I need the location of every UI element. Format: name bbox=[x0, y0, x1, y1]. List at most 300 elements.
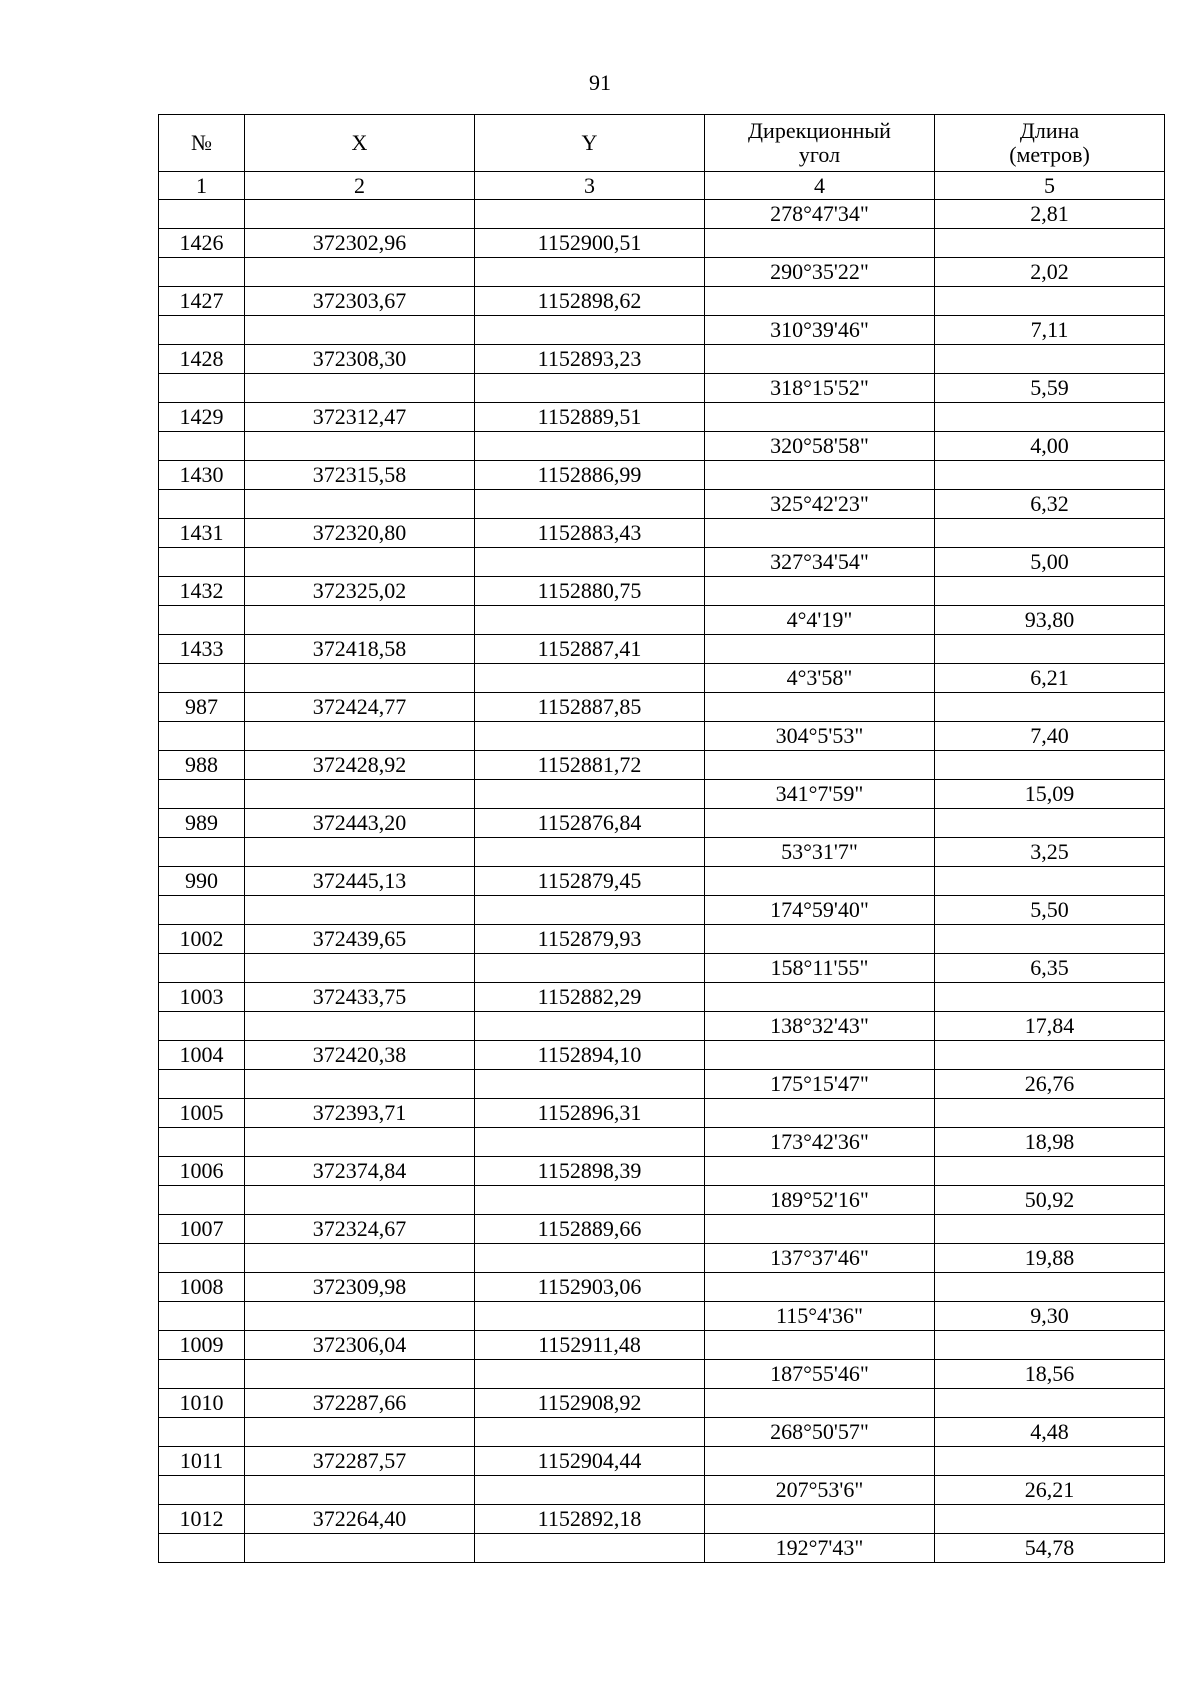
cell-x bbox=[245, 548, 475, 577]
cell-length: 6,35 bbox=[935, 954, 1165, 983]
cell-x bbox=[245, 1186, 475, 1215]
cell-num: 1010 bbox=[159, 1389, 245, 1418]
cell-x bbox=[245, 1070, 475, 1099]
cell-y bbox=[475, 490, 705, 519]
cell-num bbox=[159, 1186, 245, 1215]
cell-num bbox=[159, 664, 245, 693]
table-row bbox=[159, 751, 1165, 780]
table-row bbox=[159, 287, 1165, 316]
table-row bbox=[159, 461, 1165, 490]
cell-y bbox=[475, 664, 705, 693]
cell-num bbox=[159, 954, 245, 983]
cell-y: 1152893,23 bbox=[475, 345, 705, 374]
cell-x bbox=[245, 1418, 475, 1447]
cell-y bbox=[475, 1360, 705, 1389]
cell-num: 1426 bbox=[159, 229, 245, 258]
cell-x: 372445,13 bbox=[245, 867, 475, 896]
cell-length bbox=[935, 1157, 1165, 1186]
cell-angle bbox=[705, 1215, 935, 1244]
cell-length bbox=[935, 867, 1165, 896]
cell-angle bbox=[705, 751, 935, 780]
cell-angle bbox=[705, 345, 935, 374]
table-row bbox=[159, 316, 1165, 345]
cell-angle bbox=[705, 1273, 935, 1302]
cell-angle bbox=[705, 1041, 935, 1070]
table-row bbox=[159, 403, 1165, 432]
table-row bbox=[159, 1244, 1165, 1273]
cell-x: 372306,04 bbox=[245, 1331, 475, 1360]
cell-length: 2,81 bbox=[935, 200, 1165, 229]
cell-length bbox=[935, 345, 1165, 374]
cell-x: 372424,77 bbox=[245, 693, 475, 722]
cell-length bbox=[935, 1099, 1165, 1128]
cell-angle bbox=[705, 461, 935, 490]
cell-y bbox=[475, 722, 705, 751]
cell-length bbox=[935, 635, 1165, 664]
cell-angle: 187°55'46" bbox=[705, 1360, 935, 1389]
table-row bbox=[159, 1273, 1165, 1302]
table-row bbox=[159, 258, 1165, 287]
table-row bbox=[159, 1505, 1165, 1534]
cell-x: 372418,58 bbox=[245, 635, 475, 664]
cell-length: 6,21 bbox=[935, 664, 1165, 693]
cell-x: 372287,57 bbox=[245, 1447, 475, 1476]
header-angle bbox=[705, 115, 935, 172]
cell-angle: 174°59'40" bbox=[705, 896, 935, 925]
cell-angle: 341°7'59" bbox=[705, 780, 935, 809]
cell-x: 372302,96 bbox=[245, 229, 475, 258]
table-row bbox=[159, 1186, 1165, 1215]
cell-x bbox=[245, 1128, 475, 1157]
cell-y bbox=[475, 1070, 705, 1099]
cell-angle: 268°50'57" bbox=[705, 1418, 935, 1447]
cell-x: 372433,75 bbox=[245, 983, 475, 1012]
table-row bbox=[159, 1418, 1165, 1447]
cell-num bbox=[159, 1534, 245, 1563]
cell-num: 987 bbox=[159, 693, 245, 722]
cell-angle bbox=[705, 1447, 935, 1476]
cell-num bbox=[159, 1360, 245, 1389]
cell-x: 372308,30 bbox=[245, 345, 475, 374]
table-row bbox=[159, 925, 1165, 954]
table-row bbox=[159, 1012, 1165, 1041]
cell-length bbox=[935, 1215, 1165, 1244]
cell-x bbox=[245, 374, 475, 403]
table-row bbox=[159, 722, 1165, 751]
cell-num bbox=[159, 1418, 245, 1447]
cell-length bbox=[935, 1041, 1165, 1070]
column-number: 3 bbox=[475, 172, 705, 200]
cell-y bbox=[475, 1534, 705, 1563]
cell-num: 1427 bbox=[159, 287, 245, 316]
cell-angle bbox=[705, 1331, 935, 1360]
table-row bbox=[159, 1070, 1165, 1099]
cell-x: 372312,47 bbox=[245, 403, 475, 432]
cell-num: 990 bbox=[159, 867, 245, 896]
table-row bbox=[159, 1447, 1165, 1476]
cell-length bbox=[935, 1331, 1165, 1360]
header-length-line1: Длина bbox=[1019, 118, 1080, 143]
cell-angle bbox=[705, 1157, 935, 1186]
cell-length bbox=[935, 519, 1165, 548]
cell-y bbox=[475, 780, 705, 809]
cell-length: 50,92 bbox=[935, 1186, 1165, 1215]
cell-num: 1003 bbox=[159, 983, 245, 1012]
cell-y bbox=[475, 432, 705, 461]
cell-y bbox=[475, 1012, 705, 1041]
table-row bbox=[159, 519, 1165, 548]
cell-length: 15,09 bbox=[935, 780, 1165, 809]
cell-angle: 53°31'7" bbox=[705, 838, 935, 867]
header-angle-line1: Дирекционный bbox=[748, 118, 891, 143]
cell-num bbox=[159, 1302, 245, 1331]
cell-length: 93,80 bbox=[935, 606, 1165, 635]
cell-length: 7,40 bbox=[935, 722, 1165, 751]
cell-x bbox=[245, 1302, 475, 1331]
cell-length: 5,00 bbox=[935, 548, 1165, 577]
cell-length bbox=[935, 693, 1165, 722]
cell-length: 5,59 bbox=[935, 374, 1165, 403]
cell-num: 1009 bbox=[159, 1331, 245, 1360]
table-row bbox=[159, 490, 1165, 519]
cell-num: 1429 bbox=[159, 403, 245, 432]
cell-length: 54,78 bbox=[935, 1534, 1165, 1563]
cell-y bbox=[475, 258, 705, 287]
cell-y bbox=[475, 200, 705, 229]
cell-num bbox=[159, 606, 245, 635]
cell-length: 9,30 bbox=[935, 1302, 1165, 1331]
cell-x bbox=[245, 200, 475, 229]
cell-x: 372303,67 bbox=[245, 287, 475, 316]
table-row bbox=[159, 606, 1165, 635]
cell-length: 18,56 bbox=[935, 1360, 1165, 1389]
cell-x bbox=[245, 954, 475, 983]
header-y: Y bbox=[475, 115, 705, 172]
cell-num: 1005 bbox=[159, 1099, 245, 1128]
cell-angle: 173°42'36" bbox=[705, 1128, 935, 1157]
cell-length bbox=[935, 403, 1165, 432]
column-number: 2 bbox=[245, 172, 475, 200]
cell-num: 1433 bbox=[159, 635, 245, 664]
cell-angle: 304°5'53" bbox=[705, 722, 935, 751]
cell-angle bbox=[705, 1505, 935, 1534]
cell-y: 1152889,66 bbox=[475, 1215, 705, 1244]
cell-num bbox=[159, 780, 245, 809]
cell-num: 1431 bbox=[159, 519, 245, 548]
cell-length: 17,84 bbox=[935, 1012, 1165, 1041]
table-row bbox=[159, 983, 1165, 1012]
table-row bbox=[159, 635, 1165, 664]
cell-x: 372309,98 bbox=[245, 1273, 475, 1302]
cell-y bbox=[475, 548, 705, 577]
cell-num: 1006 bbox=[159, 1157, 245, 1186]
table-row bbox=[159, 229, 1165, 258]
cell-x: 372264,40 bbox=[245, 1505, 475, 1534]
table-row bbox=[159, 1099, 1165, 1128]
cell-y: 1152887,41 bbox=[475, 635, 705, 664]
cell-length: 3,25 bbox=[935, 838, 1165, 867]
table-row bbox=[159, 896, 1165, 925]
cell-angle: 4°4'19" bbox=[705, 606, 935, 635]
table-row bbox=[159, 809, 1165, 838]
cell-length: 18,98 bbox=[935, 1128, 1165, 1157]
cell-x: 372287,66 bbox=[245, 1389, 475, 1418]
cell-num: 1430 bbox=[159, 461, 245, 490]
cell-angle: 138°32'43" bbox=[705, 1012, 935, 1041]
cell-y: 1152898,62 bbox=[475, 287, 705, 316]
cell-y bbox=[475, 1302, 705, 1331]
table-row bbox=[159, 838, 1165, 867]
cell-num bbox=[159, 1012, 245, 1041]
cell-angle: 115°4'36" bbox=[705, 1302, 935, 1331]
cell-angle bbox=[705, 693, 935, 722]
cell-length: 19,88 bbox=[935, 1244, 1165, 1273]
cell-length bbox=[935, 983, 1165, 1012]
column-number: 1 bbox=[159, 172, 245, 200]
cell-y: 1152900,51 bbox=[475, 229, 705, 258]
cell-y bbox=[475, 1418, 705, 1447]
cell-y: 1152903,06 bbox=[475, 1273, 705, 1302]
cell-num bbox=[159, 896, 245, 925]
cell-x bbox=[245, 722, 475, 751]
cell-x: 372320,80 bbox=[245, 519, 475, 548]
table-row bbox=[159, 1534, 1165, 1563]
table-row bbox=[159, 548, 1165, 577]
cell-x bbox=[245, 432, 475, 461]
cell-y bbox=[475, 316, 705, 345]
header-num: № bbox=[159, 115, 245, 172]
cell-length bbox=[935, 925, 1165, 954]
cell-y bbox=[475, 374, 705, 403]
cell-x: 372393,71 bbox=[245, 1099, 475, 1128]
cell-angle: 318°15'52" bbox=[705, 374, 935, 403]
table-row bbox=[159, 1041, 1165, 1070]
cell-angle: 327°34'54" bbox=[705, 548, 935, 577]
cell-angle bbox=[705, 287, 935, 316]
cell-angle: 207°53'6" bbox=[705, 1476, 935, 1505]
cell-num: 988 bbox=[159, 751, 245, 780]
cell-x bbox=[245, 606, 475, 635]
cell-y: 1152889,51 bbox=[475, 403, 705, 432]
cell-angle: 290°35'22" bbox=[705, 258, 935, 287]
cell-y bbox=[475, 1128, 705, 1157]
cell-y bbox=[475, 954, 705, 983]
cell-y: 1152911,48 bbox=[475, 1331, 705, 1360]
cell-x bbox=[245, 1476, 475, 1505]
cell-x: 372325,02 bbox=[245, 577, 475, 606]
cell-num bbox=[159, 490, 245, 519]
cell-y: 1152908,92 bbox=[475, 1389, 705, 1418]
cell-num bbox=[159, 548, 245, 577]
cell-length: 6,32 bbox=[935, 490, 1165, 519]
table-row bbox=[159, 1128, 1165, 1157]
cell-x: 372420,38 bbox=[245, 1041, 475, 1070]
cell-num bbox=[159, 1128, 245, 1157]
cell-length bbox=[935, 229, 1165, 258]
coordinates-table bbox=[158, 114, 1165, 1563]
cell-y: 1152880,75 bbox=[475, 577, 705, 606]
cell-length: 4,48 bbox=[935, 1418, 1165, 1447]
cell-length: 5,50 bbox=[935, 896, 1165, 925]
cell-num: 1011 bbox=[159, 1447, 245, 1476]
cell-y: 1152876,84 bbox=[475, 809, 705, 838]
cell-x bbox=[245, 780, 475, 809]
cell-angle bbox=[705, 635, 935, 664]
cell-num bbox=[159, 374, 245, 403]
cell-num: 1008 bbox=[159, 1273, 245, 1302]
column-number: 5 bbox=[935, 172, 1165, 200]
cell-x bbox=[245, 838, 475, 867]
header-length bbox=[935, 115, 1165, 172]
cell-angle bbox=[705, 1389, 935, 1418]
cell-y: 1152904,44 bbox=[475, 1447, 705, 1476]
cell-length bbox=[935, 751, 1165, 780]
cell-y: 1152896,31 bbox=[475, 1099, 705, 1128]
table-header bbox=[159, 115, 1165, 200]
cell-num bbox=[159, 200, 245, 229]
cell-num bbox=[159, 432, 245, 461]
cell-length bbox=[935, 1389, 1165, 1418]
cell-num bbox=[159, 316, 245, 345]
cell-x bbox=[245, 490, 475, 519]
cell-x: 372428,92 bbox=[245, 751, 475, 780]
table-row bbox=[159, 1215, 1165, 1244]
header-length-line2: (метров) bbox=[1009, 142, 1090, 167]
cell-y bbox=[475, 606, 705, 635]
cell-y: 1152881,72 bbox=[475, 751, 705, 780]
cell-x: 372443,20 bbox=[245, 809, 475, 838]
cell-length: 26,21 bbox=[935, 1476, 1165, 1505]
cell-x bbox=[245, 1360, 475, 1389]
cell-x bbox=[245, 1012, 475, 1041]
cell-angle bbox=[705, 925, 935, 954]
cell-angle: 325°42'23" bbox=[705, 490, 935, 519]
table-row bbox=[159, 867, 1165, 896]
cell-angle: 158°11'55" bbox=[705, 954, 935, 983]
table-row bbox=[159, 1389, 1165, 1418]
cell-length bbox=[935, 1505, 1165, 1534]
cell-num bbox=[159, 258, 245, 287]
cell-y bbox=[475, 1186, 705, 1215]
table-row bbox=[159, 1476, 1165, 1505]
table-row bbox=[159, 780, 1165, 809]
cell-angle bbox=[705, 577, 935, 606]
cell-angle: 189°52'16" bbox=[705, 1186, 935, 1215]
table-row bbox=[159, 577, 1165, 606]
table-row bbox=[159, 200, 1165, 229]
cell-length bbox=[935, 287, 1165, 316]
cell-y: 1152894,10 bbox=[475, 1041, 705, 1070]
cell-angle: 310°39'46" bbox=[705, 316, 935, 345]
cell-num: 1002 bbox=[159, 925, 245, 954]
cell-angle: 278°47'34" bbox=[705, 200, 935, 229]
cell-x bbox=[245, 896, 475, 925]
cell-y: 1152898,39 bbox=[475, 1157, 705, 1186]
cell-angle bbox=[705, 1099, 935, 1128]
cell-x: 372439,65 bbox=[245, 925, 475, 954]
cell-num bbox=[159, 838, 245, 867]
header-row bbox=[159, 115, 1165, 172]
cell-angle: 137°37'46" bbox=[705, 1244, 935, 1273]
cell-length bbox=[935, 1273, 1165, 1302]
cell-angle bbox=[705, 867, 935, 896]
cell-y: 1152892,18 bbox=[475, 1505, 705, 1534]
cell-length bbox=[935, 1447, 1165, 1476]
cell-x bbox=[245, 1534, 475, 1563]
cell-y: 1152879,93 bbox=[475, 925, 705, 954]
table-row bbox=[159, 1331, 1165, 1360]
cell-length: 2,02 bbox=[935, 258, 1165, 287]
table-row bbox=[159, 1302, 1165, 1331]
table-row bbox=[159, 1360, 1165, 1389]
cell-num bbox=[159, 1244, 245, 1273]
cell-x bbox=[245, 316, 475, 345]
cell-x bbox=[245, 258, 475, 287]
cell-num: 1004 bbox=[159, 1041, 245, 1070]
cell-y: 1152887,85 bbox=[475, 693, 705, 722]
column-number: 4 bbox=[705, 172, 935, 200]
cell-x bbox=[245, 664, 475, 693]
cell-angle: 320°58'58" bbox=[705, 432, 935, 461]
table-row bbox=[159, 1157, 1165, 1186]
table-row bbox=[159, 664, 1165, 693]
table-row bbox=[159, 374, 1165, 403]
cell-angle bbox=[705, 229, 935, 258]
cell-length: 26,76 bbox=[935, 1070, 1165, 1099]
cell-length: 7,11 bbox=[935, 316, 1165, 345]
cell-x bbox=[245, 1244, 475, 1273]
cell-angle: 4°3'58" bbox=[705, 664, 935, 693]
table-row bbox=[159, 954, 1165, 983]
cell-length bbox=[935, 461, 1165, 490]
cell-angle: 175°15'47" bbox=[705, 1070, 935, 1099]
column-number-row bbox=[159, 172, 1165, 200]
cell-angle bbox=[705, 809, 935, 838]
cell-num: 989 bbox=[159, 809, 245, 838]
cell-y: 1152879,45 bbox=[475, 867, 705, 896]
table-row bbox=[159, 345, 1165, 374]
table-row bbox=[159, 693, 1165, 722]
header-angle-line2: угол bbox=[798, 142, 841, 167]
cell-num bbox=[159, 1070, 245, 1099]
cell-num: 1428 bbox=[159, 345, 245, 374]
table-row bbox=[159, 432, 1165, 461]
cell-y: 1152886,99 bbox=[475, 461, 705, 490]
cell-length bbox=[935, 809, 1165, 838]
cell-y: 1152882,29 bbox=[475, 983, 705, 1012]
cell-length: 4,00 bbox=[935, 432, 1165, 461]
cell-angle bbox=[705, 403, 935, 432]
cell-num: 1432 bbox=[159, 577, 245, 606]
cell-y bbox=[475, 838, 705, 867]
header-x: X bbox=[245, 115, 475, 172]
cell-angle bbox=[705, 519, 935, 548]
cell-y bbox=[475, 896, 705, 925]
cell-num: 1007 bbox=[159, 1215, 245, 1244]
cell-num: 1012 bbox=[159, 1505, 245, 1534]
cell-num bbox=[159, 722, 245, 751]
cell-x: 372324,67 bbox=[245, 1215, 475, 1244]
cell-x: 372315,58 bbox=[245, 461, 475, 490]
cell-angle: 192°7'43" bbox=[705, 1534, 935, 1563]
page-number: 91 bbox=[589, 70, 611, 95]
cell-angle bbox=[705, 983, 935, 1012]
table-body bbox=[159, 200, 1165, 1563]
cell-length bbox=[935, 577, 1165, 606]
cell-num bbox=[159, 1476, 245, 1505]
cell-y bbox=[475, 1244, 705, 1273]
cell-x: 372374,84 bbox=[245, 1157, 475, 1186]
